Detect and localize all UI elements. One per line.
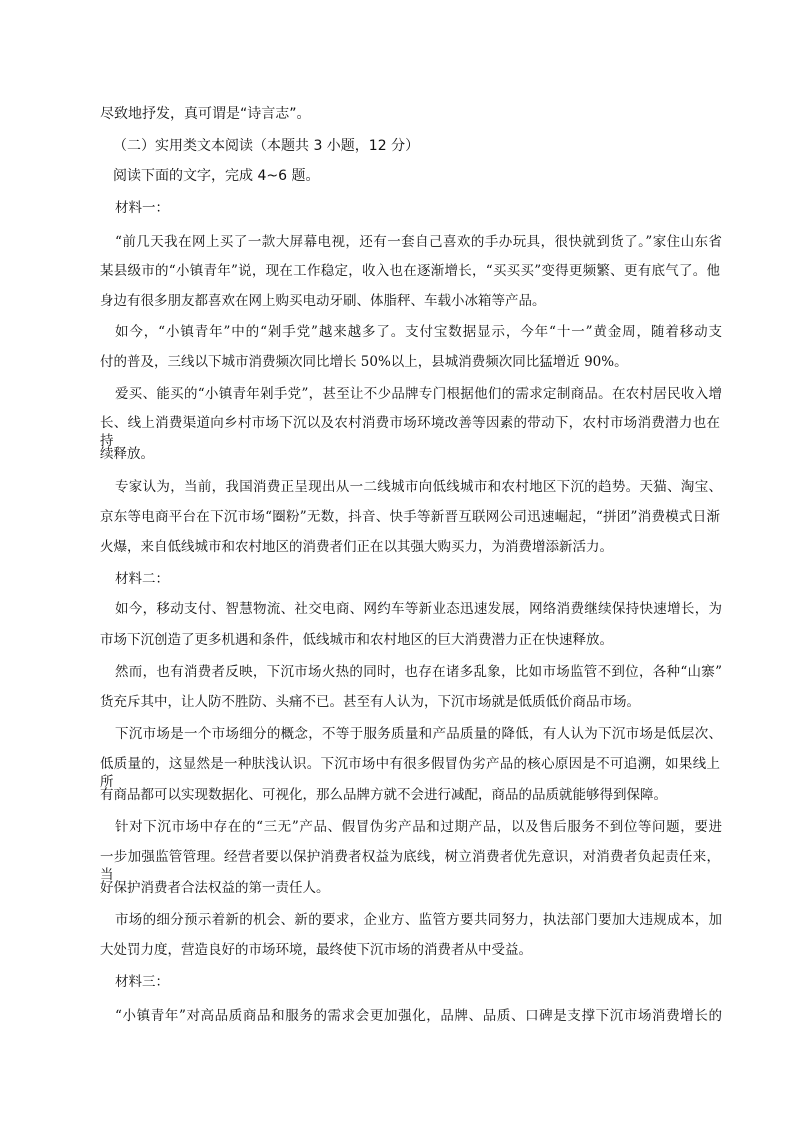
paragraph-line: 市场的细分预示着新的机会、新的要求，企业方、监管方要共同努力，执法部门要加大违规成本，加 [115,912,722,928]
material-heading: 材料二： [115,571,169,587]
paragraph-line: 市场下沉创造了更多机遇和条件，低线城市和农村地区的巨大消费潜力正在快速释放。 [100,632,613,648]
paragraph-line: 然而，也有消费者反映，下沉市场火热的同时，也存在诸多乱象，比如市场监管不到位，各种“山寨” [115,664,722,680]
paragraph-line: “小镇青年”对高品质商品和服务的需求会更加强化，品牌、品质、口碑是支撑下沉市场消费增长的 [115,1008,722,1024]
paragraph-line: 长、线上消费渠道向乡村市场下沉以及农村消费市场环境改善等因素的带动下，农村市场消费潜力也在持 [100,415,720,449]
paragraph-line: 京东等电商平台在下沉市场“圈粉”无数，抖音、快手等新晋互联网公司迅速崛起，“拼团”消费模式日渐 [100,509,720,525]
paragraph-line: 如今，“小镇青年”中的“剁手党”越来越多了。支付宝数据显示，今年“十一”黄金周，随着移动支 [115,324,722,340]
paragraph-line: 爱买、能买的“小镇青年剁手党”，甚至让不少品牌专门根据他们的需求定制商品。在农村居民收入增 [115,386,722,402]
material-heading: 材料一： [115,200,169,216]
paragraph-line: 火爆，来自低线城市和农村地区的消费者们正在以其强大购买力，为消费增添新活力。 [100,539,613,555]
section-heading: （二）实用类文本阅读（本题共 3 小题，12 分） [113,138,420,154]
paragraph-line: 专家认为，当前，我国消费正呈现出从一二线城市向低线城市和农村地区下沉的趋势。天猫、淘宝、 [115,479,722,495]
paragraph-line: 好保护消费者合法权益的第一责任人。 [100,880,330,896]
paragraph-line: 货充斥其中，让人防不胜防、头痛不已。甚至有人认为，下沉市场就是低质低价商品市场。 [100,694,640,710]
paragraph-line: 大处罚力度，营造良好的市场环境，最终使下沉市场的消费者从中受益。 [100,942,532,958]
paragraph-line: 下沉市场是一个市场细分的概念，不等于服务质量和产品质量的降低，有人认为下沉市场是低层次、 [115,726,722,742]
paragraph-line: 有商品都可以实现数据化、可视化，那么品牌方就不会进行减配，商品的品质就能够得到保障。 [100,787,667,803]
text-line: 尽致地抒发，真可谓是“诗言志”。 [100,106,311,122]
paragraph-line: 针对下沉市场中存在的“三无”产品、假冒伪劣产品和过期产品，以及售后服务不到位等问题，要进 [115,819,722,835]
paragraph-line: “前几天我在网上买了一款大屏幕电视，还有一套自己喜欢的手办玩具，很快就到货了。”家住山东省 [115,234,722,250]
paragraph-line: 续释放。 [100,446,154,462]
paragraph-line: 某县级市的“小镇青年”说，现在工作稳定，收入也在逐渐增长，“买买买”变得更频繁、更有底气了。他 [100,263,720,279]
paragraph-line: 一步加强监管管理。经营者要以保护消费者权益为底线，树立消费者优先意识，对消费者负起责任来，当 [100,849,720,883]
paragraph-line: 低质量的，这显然是一种肤浅认识。下沉市场中有很多假冒伪劣产品的核心原因是不可追溯，如果线上所 [100,756,720,790]
paragraph-line: 如今，移动支付、智慧物流、社交电商、网约车等新业态迅速发展，网络消费继续保持快速增长，为 [115,601,722,617]
material-heading: 材料三： [115,974,169,990]
paragraph-line: 付的普及，三线以下城市消费频次同比增长 50%以上，县城消费频次同比猛增近 90%。 [100,354,628,370]
paragraph-line: 身边有很多朋友都喜欢在网上购买电动牙刷、体脂秤、车载小冰箱等产品。 [100,293,546,309]
instruction-line: 阅读下面的文字，完成 4~6 题。 [113,168,320,184]
